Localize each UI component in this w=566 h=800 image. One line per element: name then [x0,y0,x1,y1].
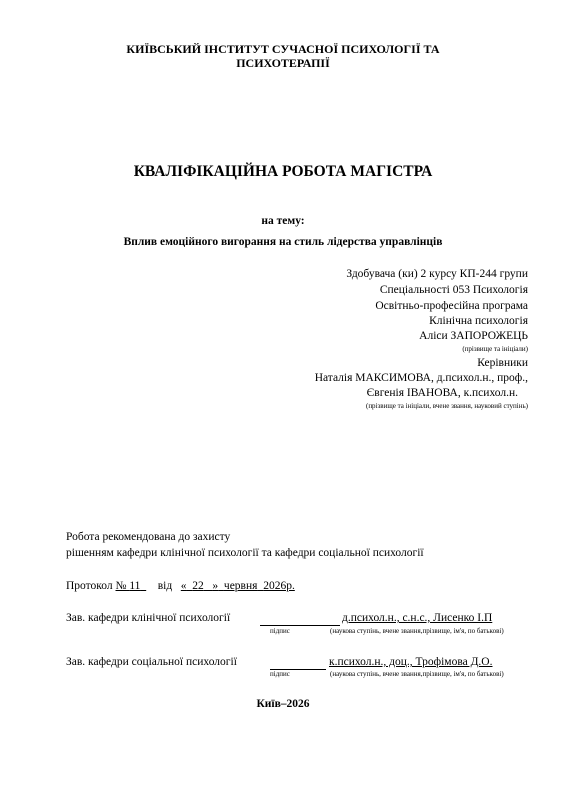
student-name-note: (прізвище та ініціали) [462,345,528,353]
student-name: Аліси ЗАПОРОЖЕЦЬ [419,330,528,342]
head2-signature-line [270,656,326,670]
head1-note: (наукова ступінь, вчене звання,прізвище, ім'я, по батькові) [330,627,504,635]
student-line2: Спеціальності 053 Психологія [379,284,528,296]
protocol-label: Протокол [66,580,113,592]
protocol-date: « 22 » червня 2026р. [180,580,295,592]
recommendation-line1: Робота рекомендована до захисту [66,531,231,543]
head2-note: (наукова ступінь, вчене звання,прізвище, ім'я, по батькові) [330,670,504,678]
supervisors-note: (прізвище та ініціали, вчене звання, науковий ступінь) [365,402,528,410]
head2-value: к.психол.н., доц., Трофімова Д.О. [329,656,493,668]
document-title: КВАЛІФІКАЦІЙНА РОБОТА МАГІСТРА [133,163,433,180]
city-year: Київ–2026 [256,698,310,710]
protocol-line [66,580,295,592]
head2-label: Зав. кафедри соціальної психології [66,656,237,668]
institute-name-line1: КИЇВСЬКИЙ ІНСТИТУТ СУЧАСНОЇ ПСИХОЛОГІЇ ТА [126,42,440,56]
student-line1: Здобувача (ки) 2 курсу КП-244 групи [346,268,528,280]
recommendation-line2: рішенням кафедри клінічної психології та кафедри соціальної психології [66,547,424,559]
supervisors-label: Керівники [477,357,528,369]
head1-signature-note: підпис [270,627,290,635]
protocol-from: від [157,580,173,592]
student-line3: Освітньо-професійна програма [375,300,528,312]
supervisor-line2: Євгенія ІВАНОВА, к.психол.н. [366,387,518,399]
head1-label: Зав. кафедри клінічної психології [66,612,231,624]
head1-value: д.психол.н., с.н.с., Лисенко І.П [342,612,493,624]
student-line4: Клінічна психологія [429,315,528,327]
institute-name-line2: ПСИХОТЕРАПІЇ [236,56,330,70]
topic-text: Вплив емоційного вигорання на стиль лідерства управлінців [123,236,443,248]
topic-label: на тему: [261,215,305,227]
head1-signature-line [260,612,340,626]
protocol-number: № 11 [115,580,141,592]
head2-signature-note: підпис [270,670,290,678]
supervisor-line1: Наталія МАКСИМОВА, д.психол.н., проф., [314,372,528,384]
